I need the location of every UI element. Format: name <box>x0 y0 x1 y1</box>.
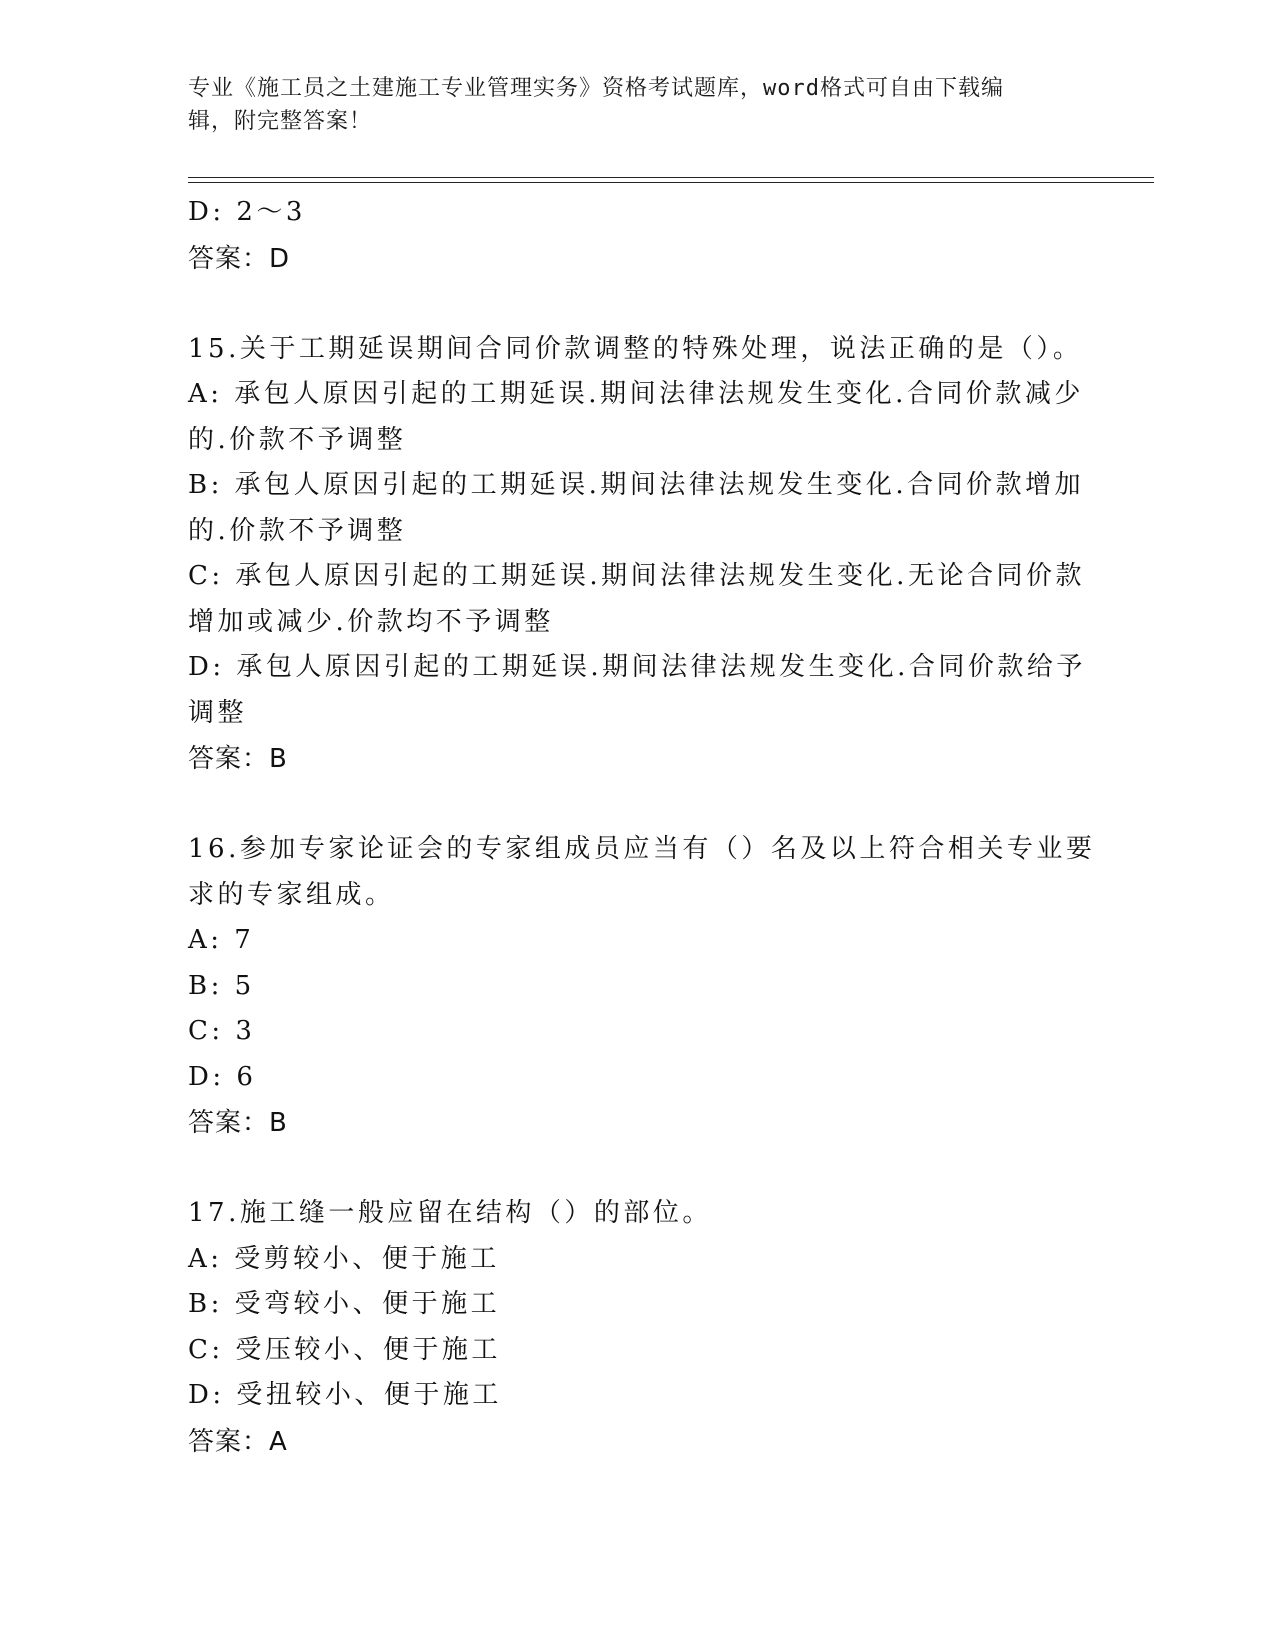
option-c: C: 受压较小、便于施工 <box>188 1334 501 1365</box>
question-16 <box>188 827 1096 1146</box>
answer: 答案：B <box>188 744 288 774</box>
option-c-cont: 增加或减少.价款均不予调整 <box>188 606 554 637</box>
question-stem: 17.施工缝一般应留在结构（）的部位。 <box>188 1198 712 1228</box>
option-b-cont: 的.价款不予调整 <box>188 515 407 546</box>
header-line-1: 专业《施工员之土建施工专业管理实务》资格考试题库，word格式可自由下载编 <box>188 76 1004 101</box>
option-d: D: 受扭较小、便于施工 <box>188 1380 502 1410</box>
spacer <box>188 282 1088 327</box>
option-c: C: 承包人原因引起的工期延误.期间法律法规发生变化.无论合同价款 <box>188 561 1085 591</box>
option-b: B: 受弯较小、便于施工 <box>188 1289 501 1319</box>
answer: 答案：B <box>188 1108 288 1138</box>
question-stem-cont: 求的专家组成。 <box>188 879 395 910</box>
question-list <box>188 190 1096 1465</box>
spacer <box>188 782 1088 827</box>
question-stem: 16.参加专家论证会的专家组成员应当有（）名及以上符合相关专业要 <box>188 834 1096 864</box>
option-b: B: 5 <box>188 970 255 1001</box>
answer: 答案：A <box>188 1426 288 1457</box>
option-d: D: 6 <box>188 1061 257 1092</box>
option-d-cont: 调整 <box>188 697 248 728</box>
fragment-answer: 答案：D <box>188 243 291 274</box>
option-b: B: 承包人原因引起的工期延误.期间法律法规发生变化.合同价款增加 <box>188 470 1085 500</box>
option-a-cont: 的.价款不予调整 <box>188 424 407 455</box>
question-17 <box>188 1191 1088 1465</box>
question-15 <box>188 327 1088 783</box>
header-rule-bottom <box>188 182 1154 183</box>
option-a: A: 受剪较小、便于施工 <box>188 1243 500 1274</box>
option-a: A: 7 <box>188 925 255 955</box>
header-line-2: 辑，附完整答案！ <box>188 109 373 134</box>
page-header <box>188 72 1088 138</box>
question-stem: 15.关于工期延误期间合同价款调整的特殊处理，说法正确的是（）。 <box>188 333 1083 364</box>
spacer <box>188 1146 1088 1191</box>
option-c: C: 3 <box>188 1016 256 1046</box>
fragment-option-d: D: 2～3 <box>188 197 306 227</box>
option-d: D: 承包人原因引起的工期延误.期间法律法规发生变化.合同价款给予 <box>188 652 1086 682</box>
header-rule-top <box>188 177 1154 178</box>
option-a: A: 承包人原因引起的工期延误.期间法律法规发生变化.合同价款减少 <box>188 379 1084 409</box>
